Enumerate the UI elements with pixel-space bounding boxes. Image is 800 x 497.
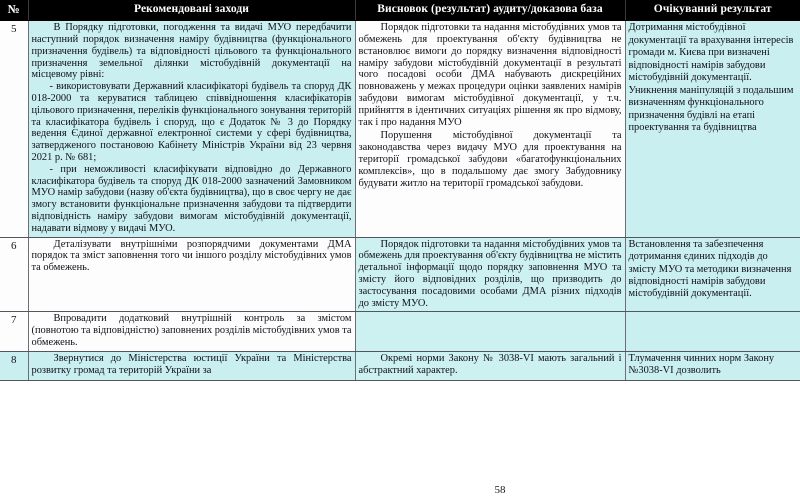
measures-paragraph: Впровадити додатковий внутрішній контроль за змістом (повнотою та відповідністю) заповнених розділів містобудівних умов та обмежень. bbox=[31, 313, 352, 348]
page-number bbox=[0, 484, 800, 496]
evidence-cell bbox=[355, 21, 625, 237]
row-number-cell: 6 bbox=[0, 237, 28, 312]
table-row bbox=[0, 237, 800, 312]
result-paragraph: Тлумачення чинних норм Закону №3038-VI дозволить bbox=[628, 352, 775, 377]
expected-result-cell bbox=[625, 351, 800, 380]
table-header bbox=[0, 0, 800, 21]
column-header-evidence: Висновок (результат) аудиту/доказова база bbox=[355, 0, 625, 21]
result-paragraph: Уникнення маніпуляцій з подальшим визначенням функціонального призначення будівлі на етапі проектування та будівництва bbox=[628, 84, 794, 134]
column-header-number: № bbox=[0, 0, 28, 21]
table-row bbox=[0, 21, 800, 237]
measures-paragraph: - при неможливості класифікувати відповідно до Державного класифікатора будівель та споруд ДК 018-2000 зазначений Замовником МУО намір забудови (назву об'єкта будівництва), що в своє чергу не дає змогу встановити функціональне призначення забудови та підтвердити відповідність наміру забудови вимогам містобудівній документації, надавати відмову у видачі МУО. bbox=[31, 163, 352, 234]
measures-cell bbox=[28, 312, 355, 351]
result-paragraph: Встановлення та забезпечення дотримання єдиних підходів до змісту МУО та методики визначення відповідності намірів забудови містобудівній документації. bbox=[628, 238, 792, 300]
column-header-measures: Рекомендовані заходи bbox=[28, 0, 355, 21]
measures-paragraph: Звернутися до Міністерства юстиції України та Міністерства розвитку громад та територій України за bbox=[31, 352, 352, 376]
measures-cell bbox=[28, 237, 355, 312]
evidence-paragraph: Окремі норми Закону № 3038-VI мають загальний і абстрактний характер. bbox=[358, 352, 622, 376]
table-header-row bbox=[0, 0, 800, 21]
row-number-cell: 5 bbox=[0, 21, 28, 237]
expected-result-cell bbox=[625, 312, 800, 351]
measures-paragraph: - використовувати Державний класифікаторі будівель та споруд ДК 018-2000 та керуватися таблицею співвідношення класифікаторів цільового призначення, переліків функціонального зонування територій та класифікатора будівель і споруд, що є Додаток № 3 до Порядку ведення Єдиної державної електронної системи у сфері будівництва, затвердженого постановою Кабінету Міністрів України від 23 червня 2021 р. № 681; bbox=[31, 81, 352, 163]
table-body bbox=[0, 21, 800, 380]
expected-result-cell bbox=[625, 21, 800, 237]
row-number-cell: 8 bbox=[0, 351, 28, 380]
evidence-cell bbox=[355, 237, 625, 312]
row-number-cell: 7 bbox=[0, 312, 28, 351]
table-row bbox=[0, 312, 800, 351]
table-row bbox=[0, 351, 800, 380]
page-number-value: 58 bbox=[494, 484, 506, 496]
measures-paragraph: В Порядку підготовки, погодження та видачі МУО передбачити наступний порядок визначення наміру будівництва (функціонального призначення будівель) та відповідності цільового та функціонального призначення земельної ділянки містобудівній документації на місцевому рівні: bbox=[31, 22, 352, 81]
measures-cell bbox=[28, 351, 355, 380]
evidence-paragraph: Порушення містобудівної документації та законодавства через видачу МУО для проектування на території громадської забудови «багатофункціональних комплексів», що в подальшому дає змогу Забудовнику будувати житло на території громадської забудови. bbox=[358, 130, 622, 189]
column-header-result: Очікуваний результат bbox=[625, 0, 800, 21]
evidence-paragraph: Порядок підготовки та надання містобудівних умов та обмежень для проектування об'єкту будівництва не встановлює вимоги до порядку визначення відповідності наміру забудови містобудівній документації в результаті чого посадові особи ДМА набувають дискреційних повноважень у межах процедури оцінки заявлених намірів забудови вимогам містобудівної документації, у т.ч. прийняття в ідентичних ситуаціях рішення як про відмову, так і про надання МУО bbox=[358, 22, 622, 128]
evidence-paragraph: Порядок підготовки та надання містобудівних умов та обмежень для проектування об'єкту будівництва не містить детальної інформації щодо порядку заповнення МУО та змісту його відповідних розділів, що призводить до застосування посадовими особами ДМА різних підходів до змісту МУО. bbox=[358, 238, 622, 309]
measures-cell bbox=[28, 21, 355, 237]
result-paragraph: Дотримання містобудівної документації та врахування інтересів громади м. Києва при визначені відповідності намірів забудови містобудівній документації. bbox=[628, 22, 794, 84]
expected-result-cell bbox=[625, 237, 800, 312]
evidence-cell bbox=[355, 312, 625, 351]
measures-paragraph: Деталізувати внутрішніми розпорядчими документами ДМА порядок та зміст заповнення того чи іншого розділу містобудівних умов та обмежень. bbox=[31, 238, 352, 274]
evidence-cell bbox=[355, 351, 625, 380]
